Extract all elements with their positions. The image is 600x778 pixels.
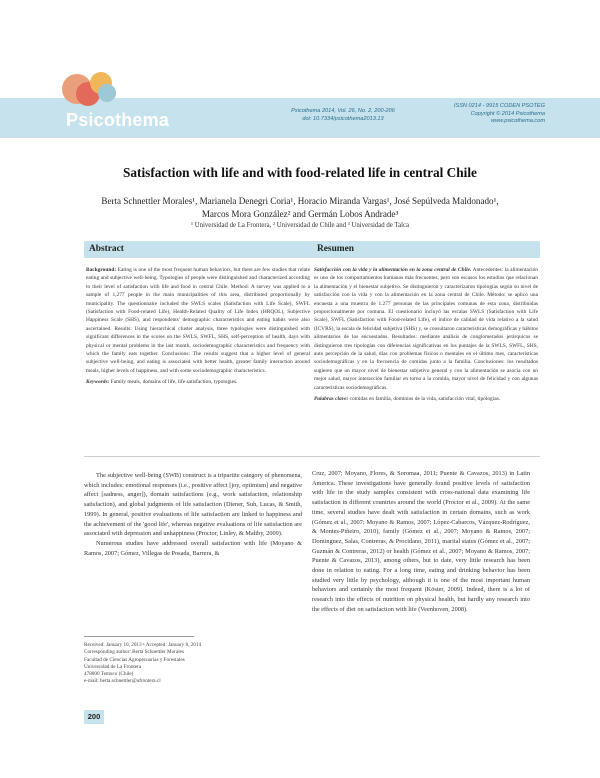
abstract-keywords xyxy=(86,378,310,386)
resumen-heading: Resumen xyxy=(312,241,540,258)
abstract-divider-right xyxy=(312,456,540,457)
abstract-lead: Background: xyxy=(86,267,117,273)
body-paragraph-2: Numerous studies have addressed overall satisfaction with life (Moyano & Ramos, 2007; Gómez, Villegas de Posada, Barrera, & xyxy=(84,539,302,557)
citation-line: Psicothema 2014, Vol. 26, No. 2, 200-206 xyxy=(291,108,395,114)
logo-circles-icon xyxy=(62,72,122,106)
palabras-label: Palabras clave: xyxy=(314,396,349,403)
author-email[interactable]: e-mail: berta.schnettler@ufrontera.cl xyxy=(84,678,161,685)
resumen-lead: Satisfacción con la vida y la alimentación en la zona central de Chile. xyxy=(314,267,472,273)
footnote-block xyxy=(84,642,302,686)
journal-issn-block xyxy=(430,103,545,126)
journal-citation xyxy=(268,108,418,123)
abstract-content: Eating is one of the most frequent human behaviors, but there are few studies that relate eating and subjective well-being. Typologies of people were distinguished and characterized according to their level of satisfaction with life and food in central Chile. Method: A survey was applied to a sample of 1,277 people in the main municipalities of this area, distributed proportionally by municipality. The questionnaire included the SWLS scales (Satisfaction with Life Scale), SWFL (Satisfaction with Food-related Life), Health-Related Quality of Life Index (HRQOL), Subjective Happiness Scale (SHS), and respondents' demographic characteristics and eating habits were also ascertained. Results: Using hierarchical cluster analysis, three typologies were distinguished with significant differences in the scores on the SWLS, SWFL, SHS, self-perception of health, days with physical or mental problems in the last month, sociodemographic characteristics and frequency with which the family eats together. Conclusions: The results suggest that a higher level of general subjective well-being, and eating is associated with better health, greater family interaction around meals, higher levels of happiness, and with some sociodemographic characteristics. xyxy=(86,267,310,374)
authors-line-1: Berta Schnettler Morales¹, Marianela Denegri Coria¹, Horacio Miranda Vargas¹, José Sepúlveda Maldonado¹, xyxy=(101,196,499,206)
resumen-text xyxy=(314,266,538,392)
keywords-label: Keywords: xyxy=(86,379,110,386)
author-department: Facultad de Ciencias Agropecuarias y Forestales xyxy=(84,656,185,663)
received-line: Received: January 10, 2013 • Accepted: January 8, 2014 xyxy=(84,642,202,648)
author-city: 478000 Temuco (Chile) xyxy=(84,671,134,678)
journal-url[interactable]: www.psicothema.com xyxy=(490,118,545,124)
corresponding-author: Corresponding author: Berta Schnettler Morales xyxy=(84,649,184,656)
author-university: Universidad de La Frontera xyxy=(84,663,142,670)
resumen-keywords xyxy=(314,395,538,403)
keywords-content: Family meals, domains of life, life satisfaction, typologies. xyxy=(109,379,238,386)
authors-line-2: Marcos Mora González² and Germán Lobos Andrade³ xyxy=(201,208,399,219)
body-column-left xyxy=(84,471,302,558)
body-column-right xyxy=(312,469,530,615)
issn-line: ISSN 0214 - 9915 CODEN PSOTEG xyxy=(453,103,545,109)
author-list xyxy=(70,195,530,220)
page-number: 200 xyxy=(84,710,104,724)
resumen-content: Antecedentes: la alimentación es uno de los comportamientos humanos más frecuentes, pero son escasos los estudios que relacionan la alimentación y el bienestar subjetivo. Se distinguieron y caracterizaron tipologías según su nivel de satisfacción con la vida y con la alimentación en la zona central de Chile. Método: se aplicó una encuesta a una muestra de 1.277 personas de las principales comunas de esta zona, distribuidas proporcionalmente por comuna. El cuestionario incluyó las escalas SWLS (Satisfaction with Life Scale), SWFL (Satisfaction with Food-related Life), el índice de calidad de vida relativo a la salud (ICVRS), la escala de felicidad subjetiva (SHS) y, se consultaron características demográficas y hábitos alimentarios de los encuestados. Resultados: mediante análisis de conglomerados jerárquicos se distinguieron tres tipologías con diferencias significativas en los puntajes de la SWLS, SWFL, SHS, auto percepción de la salud, días con problemas físicos o mentales en el último mes, características sociodemográficas y en la frecuencia de comidas junto a la familia. Conclusiones: los resultados sugieren que un mayor nivel de bienestar subjetivo general y con la alimentación se asocia con un mejor salud, mayor interacción familiar en torno a la comida, mayor nivel de felicidad y con algunas características sociodemográficas. xyxy=(314,267,538,391)
logo-circle-4 xyxy=(98,84,116,102)
abstract-divider-left xyxy=(84,456,312,457)
abstract-text xyxy=(86,266,310,375)
abstract-heading: Abstract xyxy=(84,241,312,258)
abstract-body xyxy=(84,258,312,387)
abstract-section xyxy=(84,241,312,387)
footnote-divider xyxy=(84,636,194,637)
copyright-line: Copyright © 2014 Psicothema xyxy=(470,110,545,117)
body-paragraph-3: Cruz, 2007; Moyano, Flores, & Soromaa, 2011; Puente & Cavazos, 2013) in Latin America. These investigations have generally found positive levels of satisfaction with life in the study samples consistent with cross-national data examining life satisfaction in different countries around the world (Proctor et al., 2009). At the same time, several studies have dealt with satisfaction in certain domains, such as work (Gómez et al., 2007; Moyano & Ramos, 2007; López-Cabarcos, Vázquez-Rodríguez, & Montes-Piñeiro, 2010), family (Gómez et al., 2007; Moyano & Ramos, 2007; Dominguez, Salas, Contreras, & Procidano, 2011), marital status (Gómez et al., 2007; Guzmán & Contreras, 2012) or health (Gómez et al., 2007; Moyano & Ramos, 2007; Puente & Cavazos, 2013), among others, but to date, very little research has been done in relation to eating. For a long time, eating and drinking behavior has been studied very little by psychology, although it is one of the most important human behaviors and certainly the most frequent (Köster, 2009). Indeed, there is a lot of research into the effects of nutrition on physical health, but hardly any research into the effects of diet on satisfaction with life (Veenhoven, 2008). xyxy=(312,470,530,613)
journal-logo xyxy=(58,72,208,132)
body-paragraph-1: The subjective well-being (SWB) construct is a tripartite category of phenomena, which includes: emotional responses (i.e., positive affect [joy, optimism] and negative affect [sadness, anger]), domain satisfactions (e.g., work satisfaction, relationship satisfaction), and global judgments of life satisfaction (Diener, Suh, Lucas, & Smith, 1999). In general, positive evaluations of life satisfaction are linked to happiness and the achievement of the 'good life', whereas negative evaluations of life satisfaction are associated with depression and unhappiness (Proctor, Linley, & Maltby, 2009). xyxy=(84,472,302,538)
palabras-content: comidas en familia, dominios de la vida, satisfacción vital, tipologías. xyxy=(348,396,501,403)
resumen-body xyxy=(312,258,540,404)
article-title: Satisfaction with life and with food-related life in central Chile xyxy=(123,165,477,180)
logo-text: Psicothema xyxy=(66,110,170,130)
affiliations: ¹ Universidad de La Frontera, ² Universidad de Chile and ³ Universidad de Talca xyxy=(190,222,410,229)
resumen-section xyxy=(312,241,540,404)
doi-line[interactable]: doi: 10.7334/psicothema2013.13 xyxy=(302,115,384,122)
